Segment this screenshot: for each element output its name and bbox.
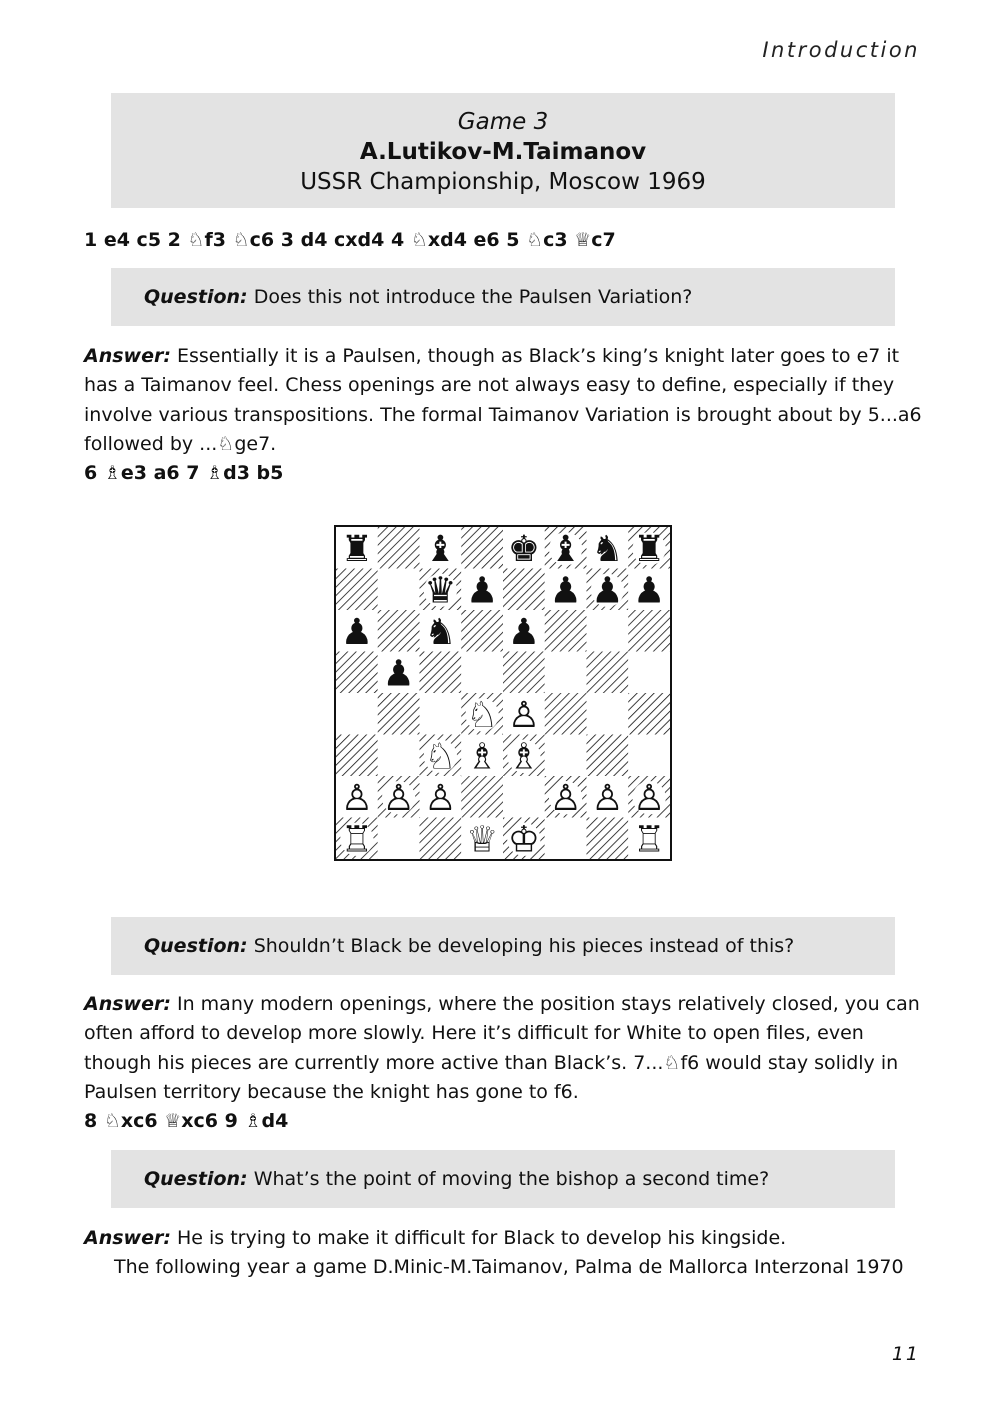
square-f1 <box>545 818 587 860</box>
white-pawn-icon: ♙ <box>382 777 415 819</box>
square-b7 <box>378 569 420 611</box>
white-king-icon: ♔ <box>507 819 541 859</box>
black-pawn-icon: ♟ <box>507 611 541 653</box>
question-label: Question: <box>144 286 248 308</box>
square-b8 <box>378 527 420 569</box>
black-pawn-icon: ♟ <box>340 611 374 653</box>
square-b6 <box>378 610 420 652</box>
black-king-icon: ♚ <box>507 528 541 570</box>
square-d6 <box>461 610 503 652</box>
question-text: Does this not introduce the Paulsen Variation? <box>247 286 693 308</box>
square-g6 <box>587 610 629 652</box>
square-g5 <box>587 652 629 694</box>
square-g1 <box>587 818 629 860</box>
question-label: Question: <box>144 1168 248 1190</box>
black-knight-icon: ♞ <box>424 611 457 653</box>
answer-text: Essentially it is a Paulsen, though as Black’s king’s knight later goes to e7 it has a Taimanov feel. Chess openings are not always easy to define, especially if they involve various transpositions. The formal Taimanov Variation is brought about by 5...a6 followed by ...♘ge7. <box>84 345 922 455</box>
continuation-text: The following year a game D.Minic-M.Taimanov, Palma de Mallorca Interzonal 1970 <box>114 1256 904 1279</box>
square-a5 <box>336 652 378 694</box>
game-event: USSR Championship, Moscow 1969 <box>300 169 706 195</box>
answer-label: Answer: <box>84 345 171 367</box>
white-pawn-icon: ♙ <box>340 777 374 819</box>
black-pawn-icon: ♟ <box>465 570 499 612</box>
game-players: A.Lutikov-M.Taimanov <box>359 139 647 165</box>
square-c5 <box>420 652 462 694</box>
square-d8 <box>461 527 503 569</box>
black-bishop-icon: ♝ <box>549 528 582 570</box>
white-pawn-icon: ♙ <box>424 777 457 819</box>
white-rook-icon: ♖ <box>632 819 666 859</box>
moves-line-2: 6 ♗e3 a6 7 ♗d3 b5 <box>84 462 284 485</box>
square-e5 <box>503 652 545 694</box>
white-knight-icon: ♘ <box>465 694 499 736</box>
white-pawn-icon: ♙ <box>549 777 582 819</box>
black-pawn-icon: ♟ <box>549 570 582 612</box>
answer-paragraph-2 <box>84 990 924 1136</box>
square-c4 <box>420 693 462 735</box>
moves-line-3: 8 ♘xc6 ♕xc6 9 ♗d4 <box>84 1110 289 1133</box>
answer-label: Answer: <box>84 993 171 1015</box>
black-pawn-icon: ♟ <box>382 653 415 695</box>
question-label: Question: <box>144 935 248 957</box>
moves-line-1: 1 e4 c5 2 ♘f3 ♘c6 3 d4 cxd4 4 ♘xd4 e6 5 ♘c3 ♕c7 <box>84 229 616 251</box>
white-rook-icon: ♖ <box>340 819 374 859</box>
square-b4 <box>378 693 420 735</box>
white-knight-icon: ♘ <box>424 736 457 778</box>
square-h6 <box>628 610 670 652</box>
answer-paragraph-1 <box>84 342 924 488</box>
square-d2 <box>461 776 503 818</box>
black-pawn-icon: ♟ <box>632 570 666 612</box>
square-a3 <box>336 735 378 777</box>
white-bishop-icon: ♗ <box>507 736 541 778</box>
square-b3 <box>378 735 420 777</box>
black-rook-icon: ♜ <box>632 528 666 570</box>
square-f3 <box>545 735 587 777</box>
game-number: Game 3 <box>457 109 549 135</box>
chess-board <box>336 527 670 859</box>
white-pawn-icon: ♙ <box>591 777 624 819</box>
square-e7 <box>503 569 545 611</box>
square-f6 <box>545 610 587 652</box>
question-box-2 <box>111 917 895 975</box>
answer-text: He is trying to make it difficult for Black to develop his kingside. <box>170 1227 787 1249</box>
white-bishop-icon: ♗ <box>465 736 499 778</box>
square-a4 <box>336 693 378 735</box>
answer-paragraph-3 <box>84 1224 924 1283</box>
white-pawn-icon: ♙ <box>632 777 666 819</box>
question-box-3 <box>111 1150 895 1208</box>
square-e2 <box>503 776 545 818</box>
square-a7 <box>336 569 378 611</box>
black-queen-icon: ♛ <box>424 570 457 612</box>
square-h3 <box>628 735 670 777</box>
white-queen-icon: ♕ <box>465 819 499 859</box>
answer-label: Answer: <box>84 1227 171 1249</box>
question-box-1 <box>111 268 895 326</box>
square-h5 <box>628 652 670 694</box>
square-d5 <box>461 652 503 694</box>
square-g4 <box>587 693 629 735</box>
square-h4 <box>628 693 670 735</box>
chess-diagram <box>334 525 672 861</box>
black-bishop-icon: ♝ <box>424 528 457 570</box>
black-rook-icon: ♜ <box>340 528 374 570</box>
page-number: 11 <box>891 1343 920 1365</box>
white-pawn-icon: ♙ <box>507 694 541 736</box>
running-head: Introduction <box>762 38 920 62</box>
question-text: Shouldn’t Black be developing his pieces instead of this? <box>247 935 795 957</box>
square-b1 <box>378 818 420 860</box>
answer-text: In many modern openings, where the position stays relatively closed, you can often afford to develop more slowly. Here it’s difficult for White to open files, even though his pieces are currently more active than Black’s. 7...♘f6 would stay solidly in Paulsen territory because the knight has gone to f6. <box>84 993 920 1103</box>
black-pawn-icon: ♟ <box>591 570 624 612</box>
question-text: What’s the point of moving the bishop a second time? <box>247 1168 770 1190</box>
square-g3 <box>587 735 629 777</box>
square-c1 <box>420 818 462 860</box>
square-f4 <box>545 693 587 735</box>
square-f5 <box>545 652 587 694</box>
game-title-box <box>111 93 895 208</box>
black-knight-icon: ♞ <box>591 528 624 570</box>
